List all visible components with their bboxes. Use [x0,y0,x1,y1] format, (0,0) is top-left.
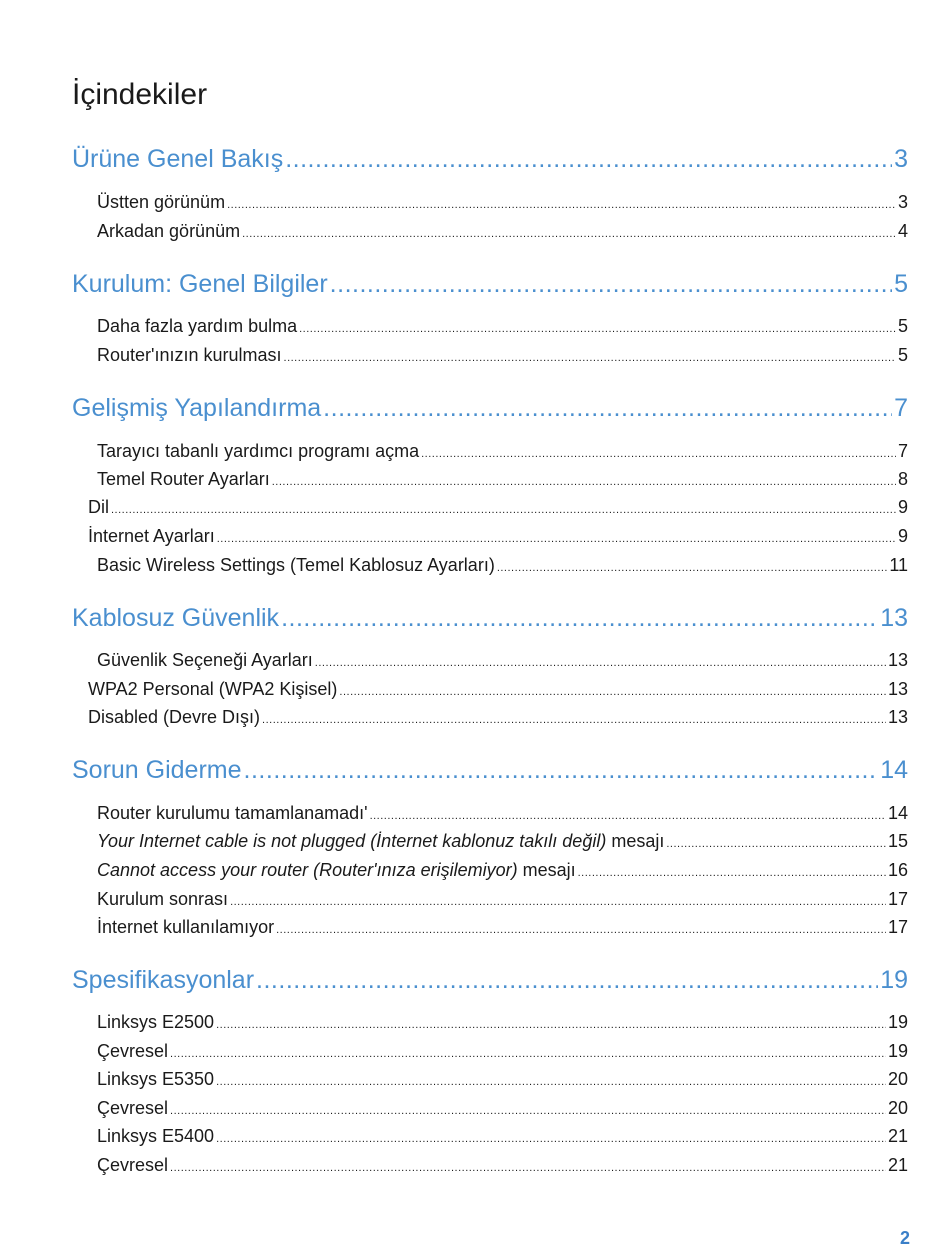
dot-leader [315,657,886,669]
toc-entry[interactable] [97,1126,908,1147]
toc-entry-label: Disabled (Devre Dışı) [88,707,261,727]
toc-entry[interactable] [97,917,908,938]
dot-leader [578,867,886,879]
toc-entry-page: 5 [897,316,908,336]
dot-leader [230,896,886,908]
toc-entry-label: Ürüne Genel Bakış [72,145,284,173]
dot-leader [216,1076,886,1088]
toc-entry[interactable] [88,497,908,518]
dot-leader [285,145,892,174]
dot-leader [216,1133,886,1145]
dot-leader [262,714,886,726]
toc-entry-page: 3 [897,192,908,212]
toc-entry[interactable] [97,316,908,337]
dot-leader [216,1019,886,1031]
dot-leader [170,1048,886,1060]
toc-entry[interactable] [97,555,908,576]
toc-entry-label: Kurulum: Genel Bilgiler [72,270,328,298]
dot-leader [170,1162,886,1174]
toc-entry[interactable] [97,831,908,852]
toc-entry-label: Çevresel [97,1041,169,1061]
toc-entry-label: İnternet Ayarları [88,526,215,546]
toc-entry-page: 17 [887,917,908,937]
toc-entry[interactable] [97,1041,908,1062]
dot-leader [281,604,878,633]
toc-entry[interactable] [72,145,908,174]
toc-entry-label-suffix: mesajı [606,831,665,851]
toc-entry[interactable] [72,270,908,299]
toc-entry-page: 21 [887,1126,908,1146]
toc-entry[interactable] [72,756,908,785]
toc-entry-page: 7 [894,394,908,422]
toc-entry-label: Sorun Giderme [72,756,242,784]
toc-entry[interactable] [97,192,908,213]
dot-leader [339,686,886,698]
toc-entry-page: 8 [897,469,908,489]
dot-leader [242,228,896,240]
toc-entry-page: 9 [897,526,908,546]
toc-entry-label: Kablosuz Güvenlik [72,604,280,632]
toc-entry-label: Gelişmiş Yapılandırma [72,394,322,422]
page-title: İçindekiler [72,78,208,111]
toc-entry-label: Üstten görünüm [97,192,226,212]
toc-entry-label: Basic Wireless Settings (Temel Kablosuz Ayarları) [97,555,495,575]
toc-entry[interactable] [97,803,908,824]
dot-leader [284,352,896,364]
toc-entry-page: 20 [887,1069,908,1089]
dot-leader [421,448,896,460]
toc-entry-page: 19 [887,1012,908,1032]
dot-leader [272,476,896,488]
dot-leader [256,966,878,995]
toc-entry-label [97,860,576,881]
dot-leader [330,270,892,299]
toc-entry-page: 7 [897,441,908,461]
toc-entry[interactable] [88,707,908,728]
dot-leader [217,533,896,545]
toc-entry-label: Çevresel [97,1098,169,1118]
toc-entry-label: Çevresel [97,1155,169,1175]
toc-entry-page: 13 [887,650,908,670]
toc-entry-page: 19 [880,966,908,994]
toc-entry-label [97,831,664,852]
toc-entry-label: Spesifikasyonlar [72,966,255,994]
toc-entry-page: 21 [887,1155,908,1175]
toc-entry-label: Router'ınızın kurulması [97,345,282,365]
toc-entry-page: 13 [887,679,908,699]
toc-entry-label: Güvenlik Seçeneği Ayarları [97,650,313,670]
toc-entry-label: İnternet kullanılamıyor [97,917,275,937]
toc-entry[interactable] [97,441,908,462]
toc-entry-page: 13 [880,604,908,632]
dot-leader [370,810,886,822]
toc-entry-page: 4 [897,221,908,241]
toc-entry-page: 20 [887,1098,908,1118]
toc-entry-page: 14 [880,756,908,784]
toc-entry-label-suffix: mesajı [517,860,576,880]
toc-entry[interactable] [97,345,908,366]
toc-entry[interactable] [97,1069,908,1090]
toc-entry[interactable] [97,650,908,671]
toc-entry-page: 16 [887,860,908,880]
toc-entry-label: Linksys E2500 [97,1012,215,1032]
toc-entry-label: Arkadan görünüm [97,221,241,241]
toc-entry[interactable] [72,394,908,423]
dot-leader [299,323,896,335]
toc-entry-label: Tarayıcı tabanlı yardımcı programı açma [97,441,420,461]
toc-entry-label: Linksys E5350 [97,1069,215,1089]
dot-leader [323,394,892,423]
dot-leader [497,562,888,574]
toc-entry[interactable] [97,889,908,910]
toc-entry[interactable] [97,1012,908,1033]
toc-entry[interactable] [97,1098,908,1119]
toc-entry[interactable] [72,604,908,633]
toc-entry-page: 9 [897,497,908,517]
dot-leader [227,199,896,211]
toc-entry-page: 14 [887,803,908,823]
toc-entry-page: 11 [889,555,908,575]
toc-entry-label: Router kurulumu tamamlanamadı' [97,803,368,823]
dot-leader [111,504,896,516]
toc-entry-page: 3 [894,145,908,173]
toc-entry[interactable] [88,679,908,700]
toc-entry-page: 5 [894,270,908,298]
toc-entry-page: 19 [887,1041,908,1061]
toc-entry-page: 5 [897,345,908,365]
toc-entry[interactable] [97,221,908,242]
toc-entry[interactable] [72,966,908,995]
toc-entry-label: WPA2 Personal (WPA2 Kişisel) [88,679,338,699]
toc-entry-page: 17 [887,889,908,909]
toc-entry-label: Dil [88,497,109,517]
page-number: 2 [899,1228,910,1248]
toc-entry-label-italic: Cannot access your router (Router'ınıza erişilemiyor) [97,860,518,880]
toc-entry-label: Temel Router Ayarları [97,469,270,489]
toc-entry[interactable] [88,526,908,547]
toc-entry-page: 13 [887,707,908,727]
dot-leader [666,838,886,850]
toc-entry-label: Daha fazla yardım bulma [97,316,298,336]
toc-entry-label: Kurulum sonrası [97,889,229,909]
dot-leader [276,924,886,936]
toc-entry-page: 15 [887,831,908,851]
toc-entry[interactable] [97,469,908,490]
toc-entry-label: Linksys E5400 [97,1126,215,1146]
dot-leader [244,756,879,785]
toc-entry-label-italic: Your Internet cable is not plugged (İnternet kablonuz takılı değil) [97,831,607,851]
toc-entry[interactable] [97,860,908,881]
toc-entry[interactable] [97,1155,908,1176]
dot-leader [170,1105,886,1117]
